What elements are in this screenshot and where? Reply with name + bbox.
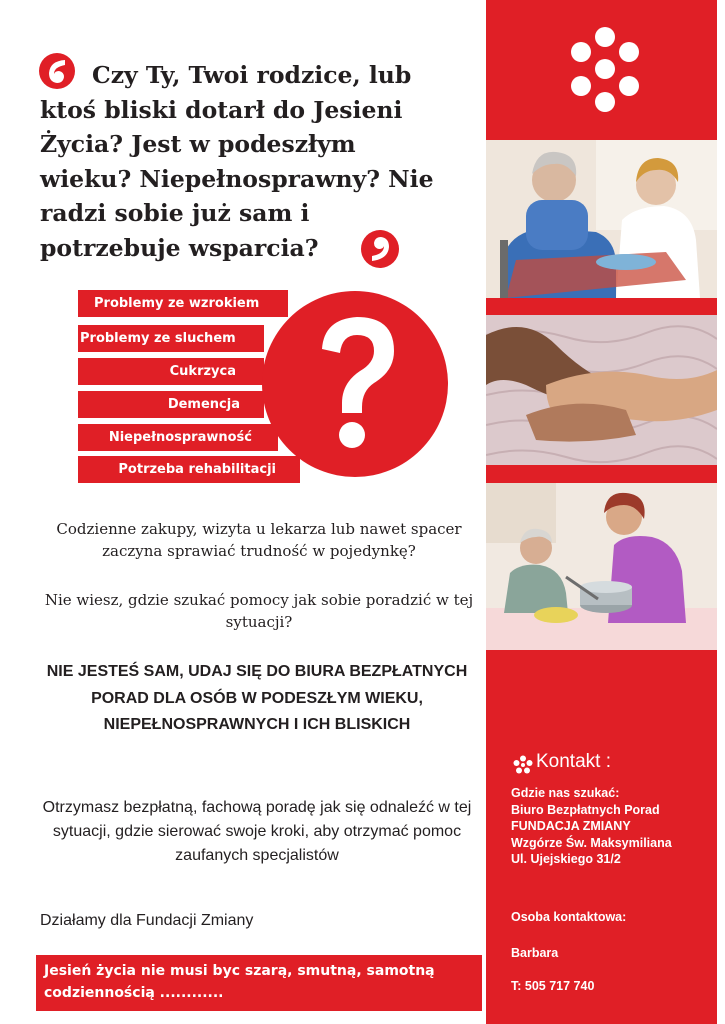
foundation-logo-icon xyxy=(565,25,645,115)
contact-address-line: Gdzie nas szukać: xyxy=(511,786,620,800)
headline-line: Czy Ty, Twoi rodzice, lub xyxy=(92,61,412,89)
contact-person-label: Osoba kontaktowa: xyxy=(511,910,627,924)
photo-cooking-together xyxy=(486,483,717,650)
photo-holding-hands xyxy=(486,315,717,465)
problem-item: Demencja xyxy=(78,391,264,418)
contact-phone[interactable]: T: 505 717 740 xyxy=(511,979,595,993)
problem-item: Niepełnosprawność xyxy=(78,424,278,451)
problem-item: Problemy ze wzrokiem xyxy=(78,290,288,317)
contact-address-line: Ul. Ujejskiego 31/2 xyxy=(511,852,621,866)
flower-icon xyxy=(513,755,533,775)
fundacja-line: Działamy dla Fundacji Zmiany xyxy=(40,912,254,929)
contact-title: Kontakt : xyxy=(536,751,611,772)
problem-item: Potrzeba rehabilitacji xyxy=(78,456,300,483)
headline-line: wieku? Niepełnosprawny? Nie xyxy=(40,164,434,193)
contact-address-line: Wzgórze Św. Maksymiliana xyxy=(511,835,672,850)
bottom-banner: Jesień życia nie musi byc szarą, smutną, samotną codziennością ............ xyxy=(36,955,482,1011)
quote-close-icon xyxy=(360,229,400,269)
photo-caregiver-with-elderly-woman xyxy=(486,140,717,298)
caps-message: NIE JESTEŚ SAM, UDAJ SIĘ DO BIURA BEZPŁATNYCH PORAD DLA OSÓB W PODESZŁYM WIEKU, NIEPEŁNOSPRAWNYCH I ICH BLISKICH xyxy=(46,663,468,733)
paragraph-free-advice: Otrzymasz bezpłatną, fachową poradę jak się odnaleźć w tej sytuacji, gdzie sierować swoje kroki, aby otrzymać pomoc zaufanych specjalistów xyxy=(42,799,472,864)
headline-line: Życia? Jest w podeszłym xyxy=(40,130,356,158)
question-mark-icon xyxy=(262,291,448,477)
paragraph-daily-difficulties: Codzienne zakupy, wizyta u lekarza lub nawet spacer zaczyna sprawiać trudność w pojedynkę? xyxy=(56,520,462,560)
headline xyxy=(40,58,480,265)
problem-item: Problemy ze sluchem xyxy=(78,325,264,352)
contact-address-line: FUNDACJA ZMIANY xyxy=(511,819,631,833)
problem-item: Cukrzyca xyxy=(78,358,264,385)
headline-line: ktoś bliski dotarł do Jesieni xyxy=(40,95,403,124)
contact-address xyxy=(511,785,672,868)
contact-address-line: Biuro Bezpłatnych Porad xyxy=(511,802,660,817)
paragraph-where-to-seek-help: Nie wiesz, gdzie szukać pomocy jak sobie poradzić w tej sytuacji? xyxy=(44,591,474,631)
contact-person-name: Barbara xyxy=(511,946,559,960)
headline-line: potrzebuje wsparcia? xyxy=(40,233,319,262)
headline-line: radzi sobie już sam i xyxy=(40,199,310,227)
